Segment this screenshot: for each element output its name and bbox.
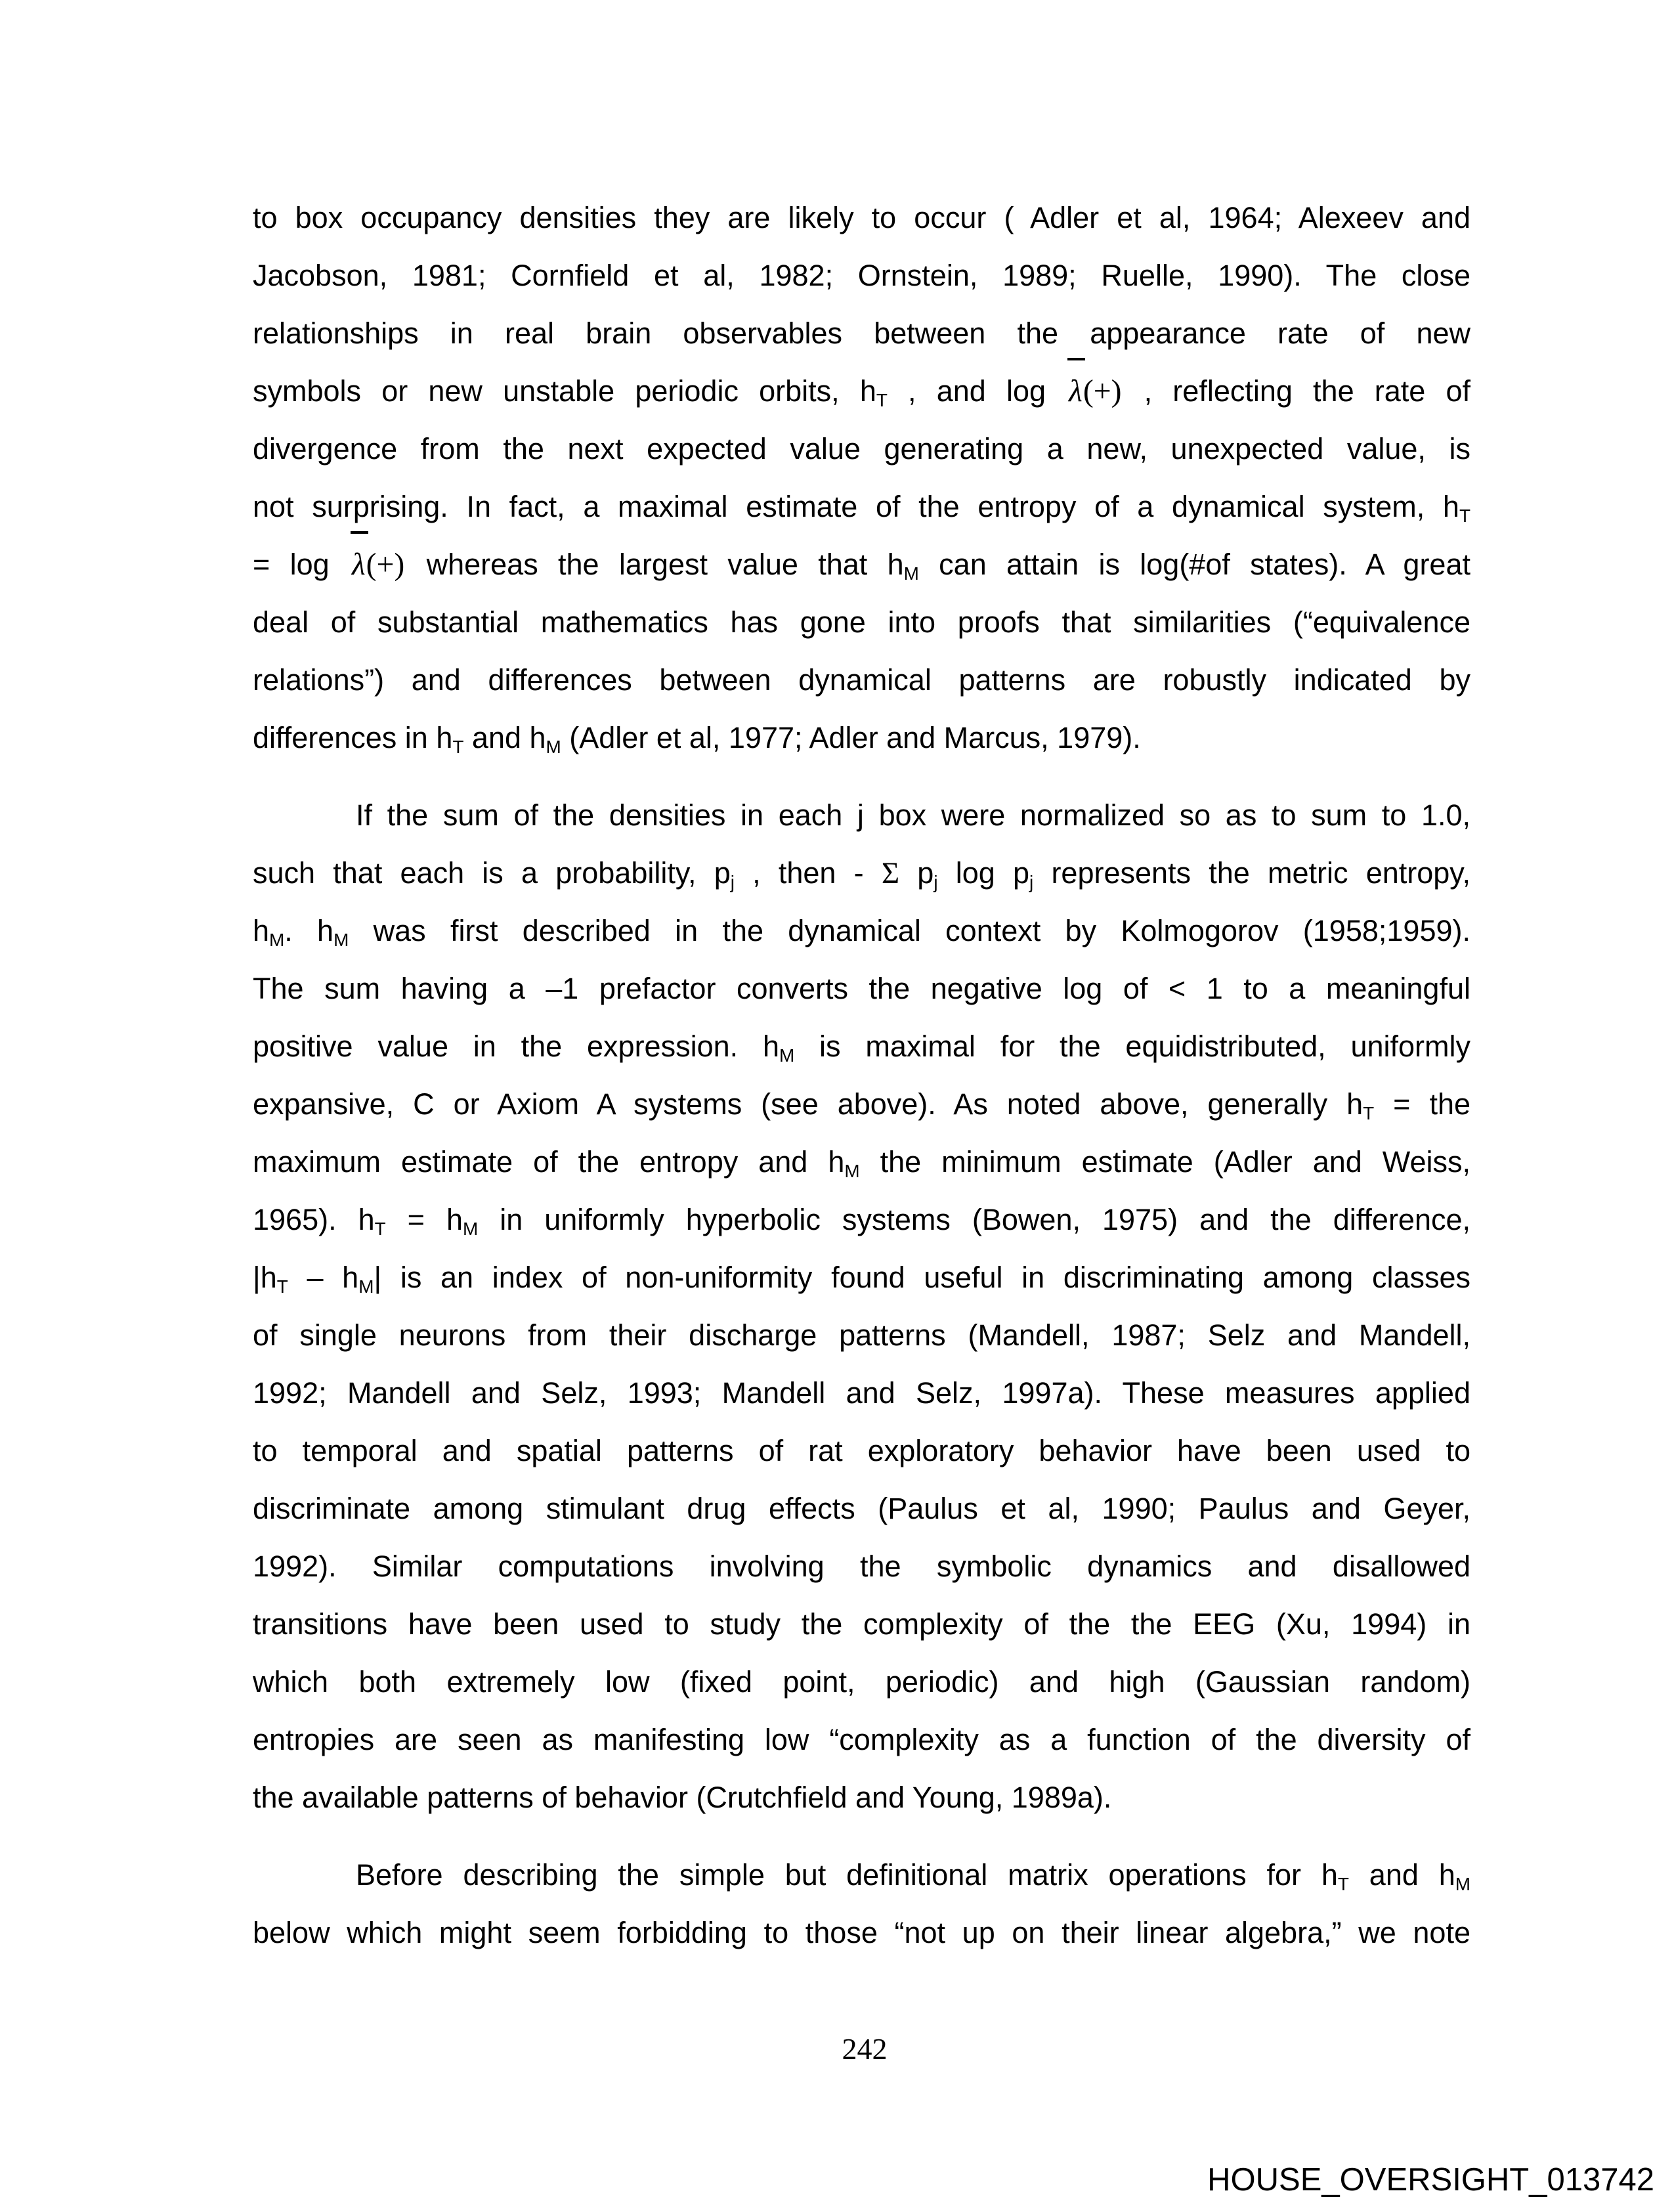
bates-stamp: HOUSE_OVERSIGHT_013742	[1207, 2162, 1654, 2198]
text-line: not surprising. In fact, a maximal estimate of the entropy of a dynamical system, hT	[253, 490, 1470, 526]
text-line: such that each is a probability, pj , then - Σ pj log pj represents the metric entropy,	[253, 856, 1470, 892]
page-number: 242	[842, 2032, 888, 2066]
text-line: differences in hT and hM (Adler et al, 1977; Adler and Marcus, 1979).	[253, 721, 1141, 757]
text-line: below which might seem forbidding to those “not up on their linear algebra,” we note	[253, 1916, 1470, 1949]
text-line: to temporal and spatial patterns of rat exploratory behavior have been used to	[253, 1434, 1470, 1467]
subscript: M	[269, 929, 285, 950]
subscript: T	[1363, 1102, 1375, 1123]
subscript: j	[934, 871, 938, 892]
subscript: M	[779, 1045, 795, 1066]
subscript: T	[1459, 505, 1470, 526]
sigma-math: Σ	[881, 856, 900, 890]
text-line: |hT – hM| is an index of non-uniformity found useful in discriminating among classes	[253, 1261, 1471, 1297]
subscript: M	[844, 1160, 860, 1181]
subscript: j	[730, 871, 735, 892]
text-line: the available patterns of behavior (Crutchfield and Young, 1989a).	[253, 1781, 1112, 1814]
subscript: T	[374, 1218, 386, 1239]
text-line: 1992; Mandell and Selz, 1993; Mandell and Selz, 1997a). These measures applied	[253, 1376, 1470, 1410]
text-line: positive value in the expression. hM is maximal for the equidistributed, uniformly	[253, 1030, 1470, 1066]
lambda-bar-math: λ(+)	[1066, 362, 1123, 420]
subscript: M	[333, 929, 349, 950]
text-line: Jacobson, 1981; Cornfield et al, 1982; Ornstein, 1989; Ruelle, 1990). The close	[253, 259, 1470, 292]
text-line: 1965). hT = hM in uniformly hyperbolic systems (Bowen, 1975) and the difference,	[253, 1203, 1471, 1239]
text-line: discriminate among stimulant drug effects (Paulus et al, 1990; Paulus and Geyer,	[253, 1492, 1470, 1525]
subscript: T	[276, 1276, 288, 1297]
subscript: T	[876, 389, 888, 410]
subscript: T	[1337, 1873, 1349, 1894]
text-line: 1992). Similar computations involving the symbolic dynamics and disallowed	[253, 1550, 1470, 1583]
text-line: symbols or new unstable periodic orbits, hT , and log λ(+) , reflecting the rate of	[253, 362, 1470, 420]
paragraph	[253, 189, 1470, 767]
text-line: Before describing the simple but definitional matrix operations for hT and hM	[356, 1858, 1470, 1894]
subscript: M	[903, 563, 919, 584]
text-line: transitions have been used to study the complexity of the the EEG (Xu, 1994) in	[253, 1607, 1470, 1641]
text-line: If the sum of the densities in each j box were normalized so as to sum to 1.0,	[356, 798, 1470, 832]
lambda-bar-math: λ(+)	[349, 536, 406, 594]
text-line: The sum having a –1 prefactor converts the negative log of < 1 to a meaningful	[253, 972, 1470, 1005]
paragraph	[253, 1846, 1470, 1962]
document-text	[253, 189, 1470, 1962]
subscript: j	[1029, 871, 1034, 892]
text-line: to box occupancy densities they are likely to occur ( Adler et al, 1964; Alexeev and	[253, 201, 1470, 234]
text-line: relationships in real brain observables between the appearance rate of new	[253, 316, 1470, 350]
text-line: divergence from the next expected value generating a new, unexpected value, is	[253, 432, 1470, 466]
text-line: of single neurons from their discharge patterns (Mandell, 1987; Selz and Mandell,	[253, 1318, 1470, 1352]
text-line: which both extremely low (fixed point, periodic) and high (Gaussian random)	[253, 1665, 1470, 1699]
text-line: = log λ(+) whereas the largest value that hM can attain is log(#of states). A great	[253, 536, 1470, 594]
subscript: M	[1455, 1873, 1470, 1894]
text-line: maximum estimate of the entropy and hM the minimum estimate (Adler and Weiss,	[253, 1145, 1470, 1181]
subscript: T	[452, 736, 464, 757]
paragraph	[253, 787, 1470, 1827]
text-line: expansive, C or Axiom A systems (see above). As noted above, generally hT = the	[253, 1087, 1470, 1123]
text-line: hM. hM was first described in the dynamical context by Kolmogorov (1958;1959).	[253, 914, 1470, 950]
text-line: entropies are seen as manifesting low “complexity as a function of the diversity of	[253, 1723, 1470, 1756]
subscript: M	[358, 1276, 374, 1297]
text-line: relations”) and differences between dynamical patterns are robustly indicated by	[253, 663, 1470, 697]
subscript: M	[546, 736, 561, 757]
text-line: deal of substantial mathematics has gone into proofs that similarities (“equivalence	[253, 605, 1470, 639]
subscript: M	[462, 1218, 479, 1239]
